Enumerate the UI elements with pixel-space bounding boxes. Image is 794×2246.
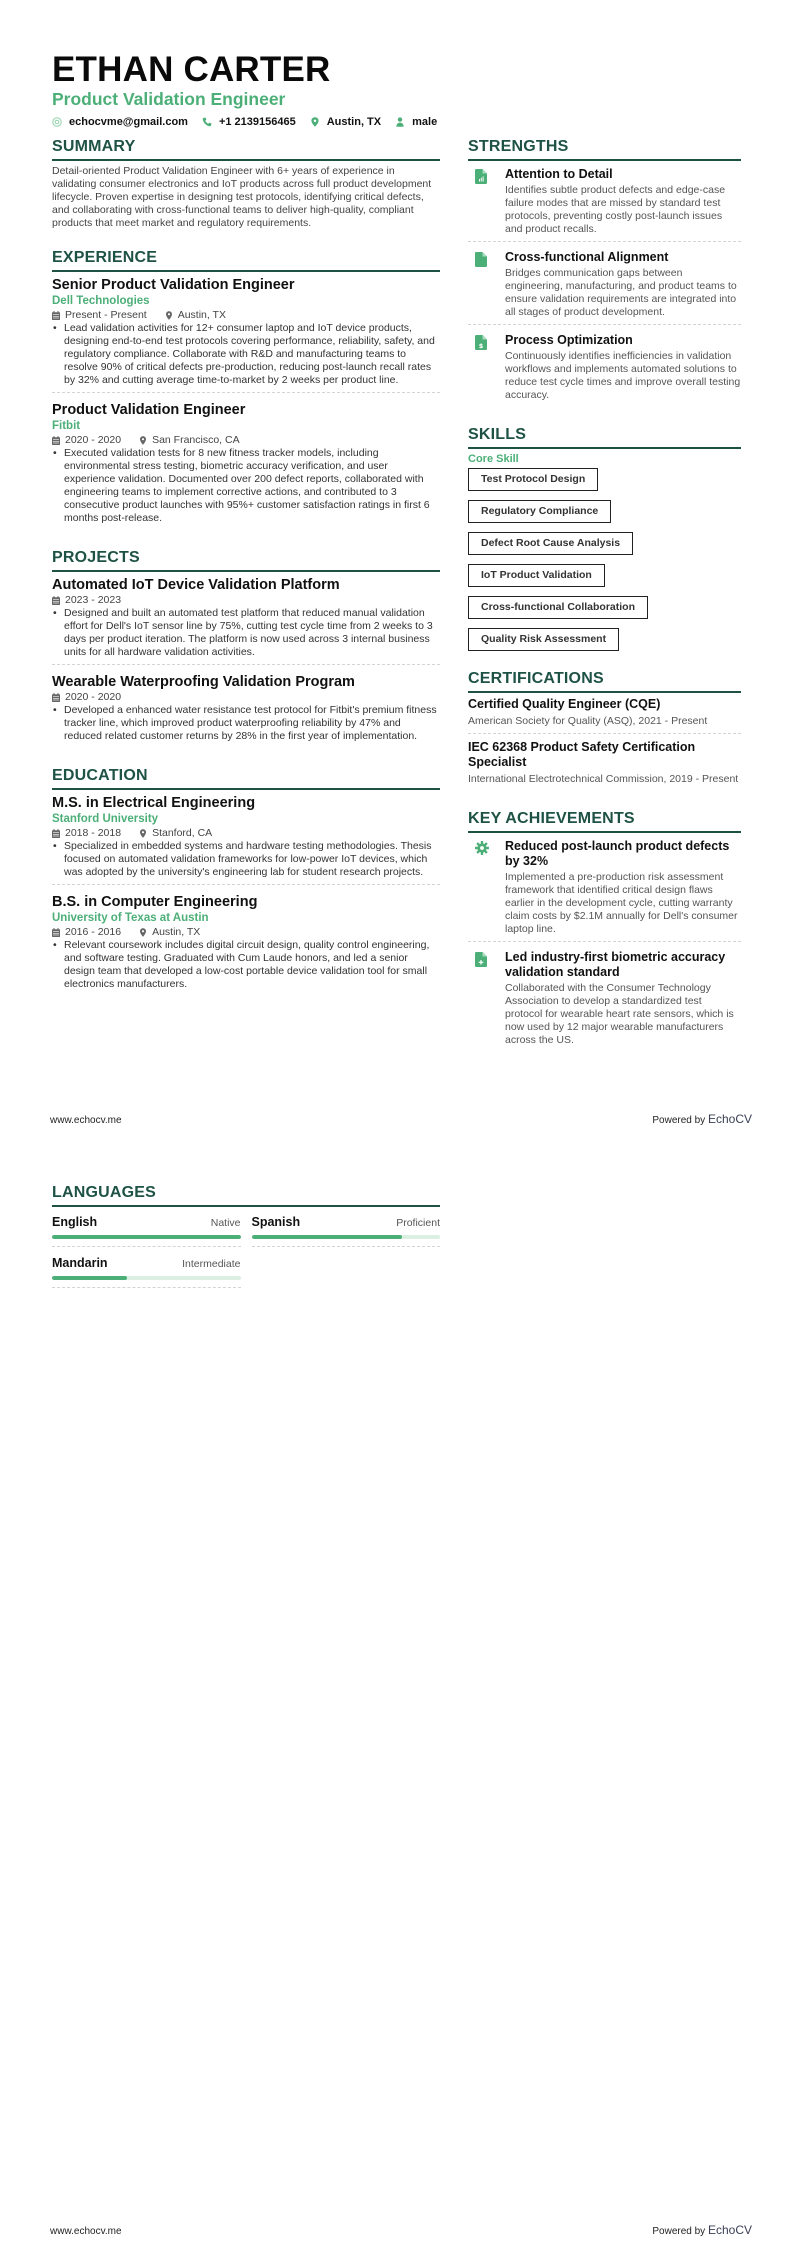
- skills-section: [468, 425, 741, 651]
- skill-tag: Cross-functional Collaboration: [468, 596, 648, 619]
- language-name: Spanish: [251, 1215, 301, 1229]
- language-name: English: [52, 1215, 98, 1229]
- job-dates: Present - Present: [65, 309, 147, 321]
- footer-url[interactable]: www.echocv.me: [50, 1115, 122, 1126]
- location-pin-icon: [139, 436, 147, 445]
- proficiency-fill: [52, 1276, 127, 1280]
- certification-issuer: American Society for Quality (ASQ), 2021 - Present: [468, 715, 708, 727]
- svg-text:$: $: [478, 342, 484, 350]
- education-bullet: • Relevant coursework includes digital circuit design, quality control engineering, and software testing. Graduated with Cum Laude honors, and led a senior design team that developed a low-cost portable device validation tool for small electronics manufacturers.: [53, 939, 430, 990]
- certification-issuer: International Electrotechnical Commission, 2019 - Present: [468, 773, 739, 785]
- achievements-section: [468, 809, 741, 1052]
- education-dates: 2016 - 2016: [65, 926, 122, 938]
- language-item: [252, 1211, 441, 1247]
- projects-section: [52, 548, 440, 748]
- education-entry: [52, 794, 440, 885]
- calendar-icon: [52, 829, 60, 838]
- entry-meta: [52, 691, 440, 704]
- contact-row: [52, 116, 752, 128]
- school-name: University of Texas at Austin: [52, 912, 209, 924]
- phone-icon: [202, 117, 212, 127]
- file-dollar-icon: [468, 333, 505, 402]
- strength-title: Attention to Detail: [505, 167, 613, 181]
- calendar-icon: [52, 436, 60, 445]
- skills-heading: SKILLS: [468, 425, 741, 449]
- job-dates: 2020 - 2020: [65, 434, 122, 446]
- footer-brand[interactable]: EchoCV: [707, 1112, 752, 1126]
- skill-category: Core Skill: [468, 453, 519, 465]
- calendar-icon: [52, 928, 60, 937]
- at-icon: [52, 117, 62, 127]
- skill-list: [468, 468, 741, 651]
- entry-meta: [52, 827, 440, 840]
- project-name: Automated IoT Device Validation Platform: [52, 577, 340, 593]
- skill-tag: IoT Product Validation: [468, 564, 605, 587]
- languages-section: [52, 1183, 440, 1293]
- footer-powered: Powered by EchoCV: [652, 2223, 752, 2237]
- file-plus-icon: [468, 950, 505, 1047]
- job-title: Senior Product Validation Engineer: [52, 277, 295, 293]
- strengths-heading: STRENGTHS: [468, 137, 741, 161]
- experience-entry: [52, 401, 440, 530]
- file-chart-icon: [468, 167, 505, 236]
- experience-entry: [52, 276, 440, 393]
- company-name: Dell Technologies: [52, 295, 150, 307]
- location-pin-icon: [139, 829, 147, 838]
- strength-desc: Identifies subtle product defects and edge-case failure modes that are missed by standard test protocols, preventing costly post-launch issues and product recalls.: [505, 184, 726, 235]
- left-column: [52, 137, 440, 1014]
- entry-meta: [52, 926, 440, 939]
- language-level: Proficient: [396, 1217, 440, 1229]
- language-proficiency-bar: [52, 1235, 241, 1239]
- resume-page-2: [0, 1123, 794, 2246]
- project-entry: [52, 673, 440, 748]
- entry-meta: [52, 594, 440, 607]
- certification-item: [468, 697, 741, 734]
- experience-section: [52, 248, 440, 530]
- achievement-desc: Implemented a pre-production risk assessment framework that identified critical design flaws earlier in the development cycle, cutting warranty claim costs by $2.1M annually for Dell's consumer laptop line.: [505, 871, 738, 935]
- contact-location: [310, 116, 381, 128]
- calendar-icon: [52, 693, 60, 702]
- certifications-heading: CERTIFICATIONS: [468, 669, 741, 693]
- strength-title: Cross-functional Alignment: [505, 250, 669, 264]
- calendar-icon: [52, 596, 60, 605]
- strengths-section: [468, 137, 741, 407]
- job-title: Product Validation Engineer: [52, 402, 246, 418]
- achievements-heading: KEY ACHIEVEMENTS: [468, 809, 741, 833]
- email-text: echocvme@gmail.com: [69, 116, 188, 128]
- gear-icon: [468, 839, 505, 936]
- project-dates: 2023 - 2023: [65, 594, 122, 606]
- language-item: [52, 1211, 241, 1247]
- project-dates: 2020 - 2020: [65, 691, 122, 703]
- strength-item: [468, 165, 741, 242]
- degree-name: B.S. in Computer Engineering: [52, 894, 258, 910]
- summary-section: [52, 137, 440, 230]
- project-bullet: • Developed a enhanced water resistance test protocol for Fitbit's premium fitness tracker line, which improved product waterproofing reliability by 47% and reduced related customer returns by 28% in the first year of implementation.: [53, 704, 437, 742]
- footer-url[interactable]: www.echocv.me: [50, 2226, 122, 2237]
- achievement-title: Led industry-first biometric accuracy validation standard: [505, 950, 726, 979]
- location-pin-icon: [165, 311, 173, 320]
- calendar-icon: [52, 311, 60, 320]
- certification-name: Certified Quality Engineer (CQE): [468, 697, 661, 711]
- contact-phone[interactable]: [202, 116, 296, 128]
- job-location: Austin, TX: [177, 309, 226, 321]
- contact-email[interactable]: [52, 116, 188, 128]
- achievement-item: [468, 837, 741, 942]
- education-heading: EDUCATION: [52, 766, 440, 790]
- language-proficiency-bar: [52, 1276, 241, 1280]
- language-level: Intermediate: [182, 1258, 241, 1270]
- language-item: [52, 1252, 241, 1288]
- right-column: [468, 137, 741, 1070]
- education-entry: [52, 893, 440, 996]
- project-name: Wearable Waterproofing Validation Program: [52, 674, 355, 690]
- summary-text: Detail-oriented Product Validation Engineer with 6+ years of experience in validating consumer electronics and IoT products across full product development lifecycle. Proven expertise in designing test protocols, identifying critical defects, and collaborating with cross-functional teams to deliver high-quality, compliant products that meet market and regulatory requirements.: [52, 165, 432, 229]
- skill-tag: Quality Risk Assessment: [468, 628, 619, 651]
- project-entry: [52, 576, 440, 665]
- location-pin-icon: [310, 117, 320, 127]
- achievement-title: Reduced post-launch product defects by 32%: [505, 839, 730, 868]
- skill-tag: Test Protocol Design: [468, 468, 598, 491]
- projects-heading: PROJECTS: [52, 548, 440, 572]
- language-name: Mandarin: [52, 1256, 108, 1270]
- education-dates: 2018 - 2018: [65, 827, 122, 839]
- achievement-item: [468, 948, 741, 1052]
- experience-heading: EXPERIENCE: [52, 248, 440, 272]
- certifications-section: [468, 669, 741, 791]
- certification-name: IEC 62368 Product Safety Certification Specialist: [468, 740, 696, 769]
- education-location: Austin, TX: [152, 926, 201, 938]
- skill-tag: Regulatory Compliance: [468, 500, 611, 523]
- achievement-desc: Collaborated with the Consumer Technology Association to develop a standardized test protocol for wearable heart rate sensors, which is now used by 12 major wearable manufacturers across the US.: [505, 982, 734, 1046]
- school-name: Stanford University: [52, 813, 159, 825]
- job-location: San Francisco, CA: [152, 434, 240, 446]
- languages-heading: LANGUAGES: [52, 1183, 440, 1207]
- page-footer: [50, 2223, 752, 2237]
- skill-tag: Defect Root Cause Analysis: [468, 532, 633, 555]
- project-bullet: • Designed and built an automated test platform that reduced manual validation effort for Dell's IoT sensor line by 75%, cutting test cycle time from 2 weeks to 3 days per product iteration. The platform is now used across 3 internal business units for all hardware validation activities.: [53, 607, 433, 658]
- job-bullet: • Lead validation activities for 12+ consumer laptop and IoT device products, designing end-to-end test protocols covering performance, reliability, safety, and regulatory compliance. Collaborate with R&D and manufacturing teams to resolve 90% of critical defects pre-production, reducing post-launch recall rates by 32% and cutting average time-to-market by 2 weeks per product line.: [53, 322, 435, 386]
- location-text: Austin, TX: [326, 116, 382, 128]
- language-level: Native: [210, 1217, 241, 1229]
- location-pin-icon: [139, 928, 147, 937]
- resume-header: [52, 50, 752, 128]
- strength-item: [468, 331, 741, 407]
- certification-item: [468, 740, 741, 791]
- contact-gender: [395, 116, 437, 128]
- footer-brand[interactable]: EchoCV: [707, 2223, 752, 2237]
- candidate-name: ETHAN CARTER: [52, 50, 331, 89]
- education-location: Stanford, CA: [152, 827, 213, 839]
- proficiency-fill: [252, 1235, 403, 1239]
- person-icon: [395, 117, 405, 127]
- company-name: Fitbit: [52, 420, 81, 432]
- job-bullet: • Executed validation tests for 8 new fitness tracker models, including environmental stress testing, biometric accuracy verification, and user experience validation. Documented over 200 defect reports, collaborated with engineering teams to implement corrective actions, and contributed to 3 consecutive product launches with 95%+ customer satisfaction ratings in first 6 months post-release.: [53, 447, 430, 524]
- languages-grid: [52, 1211, 440, 1293]
- file-icon: [468, 250, 505, 319]
- entry-meta: [52, 309, 440, 322]
- summary-heading: SUMMARY: [52, 137, 440, 161]
- strength-item: [468, 248, 741, 325]
- proficiency-fill: [52, 1235, 241, 1239]
- entry-meta: [52, 434, 440, 447]
- education-section: [52, 766, 440, 996]
- strength-title: Process Optimization: [505, 333, 633, 347]
- phone-text: +1 2139156465: [218, 116, 296, 128]
- degree-name: M.S. in Electrical Engineering: [52, 795, 256, 811]
- strength-desc: Bridges communication gaps between engineering, manufacturing, and product teams to ensure validation requirements are integrated into all stages of product development.: [505, 267, 737, 318]
- education-bullet: • Specialized in embedded systems and hardware testing methodologies. Thesis focused on automated validation frameworks for low-power IoT devices, which was adopted by the university's engineering lab for student research projects.: [53, 840, 432, 878]
- candidate-title: Product Validation Engineer: [52, 89, 286, 109]
- gender-text: male: [412, 116, 438, 128]
- strength-desc: Continuously identifies inefficiencies in validation workflows and implements automated solutions to reduce test cycle times and improve overall testing accuracy.: [505, 350, 741, 401]
- footer-powered: Powered by EchoCV: [652, 1112, 752, 1126]
- language-proficiency-bar: [252, 1235, 441, 1239]
